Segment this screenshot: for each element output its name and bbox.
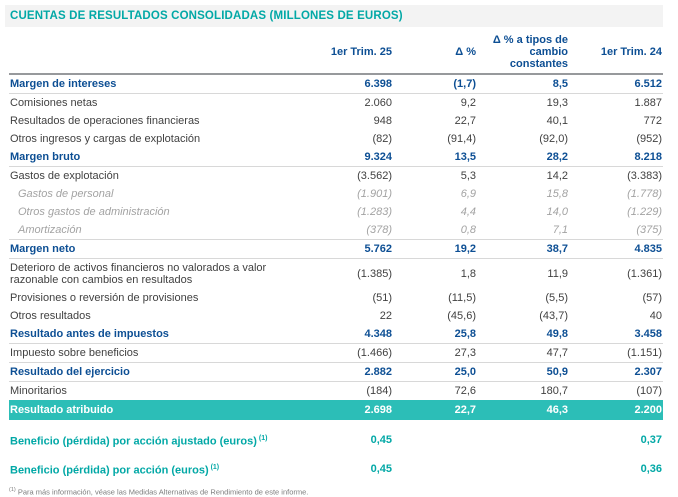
cell-value: (952) bbox=[636, 133, 662, 145]
cell-value: 0,45 bbox=[370, 462, 392, 475]
footnote-text: Para más información, véase las Medidas Alternativas de Rendimiento de este informe. bbox=[17, 487, 309, 497]
row-label: Resultado atribuido bbox=[9, 400, 305, 420]
cell-value: (1,7) bbox=[393, 74, 477, 94]
cell-value: (1.283) bbox=[357, 206, 392, 218]
cell-value: 40 bbox=[649, 310, 662, 322]
cell-value: 38,7 bbox=[477, 240, 569, 259]
cell-value bbox=[393, 420, 477, 455]
cell-value: (57) bbox=[642, 292, 662, 304]
cell-value: 0,37 bbox=[640, 434, 662, 447]
cell-value: 13,5 bbox=[393, 148, 477, 167]
cell-value: (1.901) bbox=[357, 188, 392, 200]
cell-value bbox=[477, 420, 569, 455]
table-row bbox=[9, 130, 663, 148]
cell-value: 180,7 bbox=[540, 385, 568, 397]
table-row bbox=[9, 363, 663, 382]
cell-value: 3.458 bbox=[569, 325, 663, 344]
cell-value: 2.200 bbox=[569, 400, 663, 420]
cell-value: 0,36 bbox=[640, 462, 662, 475]
cell-value: (3.383) bbox=[627, 170, 662, 182]
cell-value: (11,5) bbox=[448, 292, 476, 304]
cell-value: 47,7 bbox=[477, 344, 569, 363]
cell-value: 4.835 bbox=[569, 240, 663, 259]
cell-value: 50,9 bbox=[477, 363, 569, 382]
cell-value: 14,0 bbox=[546, 206, 568, 218]
row-label: Beneficio (pérdida) por acción ajustado (euros) $^{(1)}$ bbox=[10, 435, 268, 448]
cell-value: 1,8 bbox=[460, 268, 476, 280]
cell-value: 5.762 bbox=[305, 240, 393, 259]
table-row bbox=[9, 259, 663, 290]
cell-value: 7,1 bbox=[477, 221, 569, 240]
cell-value: 6.512 bbox=[569, 74, 663, 94]
cell-value: 72,6 bbox=[454, 385, 476, 397]
cell-value: 25,0 bbox=[393, 363, 477, 382]
cell-value: 19,2 bbox=[393, 240, 477, 259]
cell-value: 6,9 bbox=[460, 188, 476, 200]
page-title: CUENTAS DE RESULTADOS CONSOLIDADAS (MILLONES DE EUROS) bbox=[10, 10, 403, 22]
cell-value: 49,8 bbox=[477, 325, 569, 344]
cell-value: 2.882 bbox=[305, 363, 393, 382]
table-row bbox=[9, 382, 663, 401]
row-label: Margen bruto bbox=[9, 148, 305, 167]
cell-value: 772 bbox=[643, 115, 662, 127]
table-row bbox=[9, 307, 663, 325]
cell-value: (1.151) bbox=[569, 344, 663, 363]
column-header: 1er Trim. 24 bbox=[569, 31, 663, 74]
header-row bbox=[9, 31, 663, 74]
cell-value: 5,3 bbox=[460, 170, 476, 182]
table-row bbox=[9, 289, 663, 307]
cell-value: (51) bbox=[372, 292, 392, 304]
cell-value: (375) bbox=[569, 221, 663, 240]
table-row bbox=[9, 240, 663, 259]
cell-value: 22,7 bbox=[393, 400, 477, 420]
row-label: Gastos de personal bbox=[18, 188, 114, 200]
cell-value: (43,7) bbox=[539, 310, 568, 322]
cell-value: (1.361) bbox=[627, 268, 662, 280]
table-row bbox=[9, 94, 663, 113]
row-label: Margen de intereses bbox=[9, 74, 305, 94]
cell-value: (91,4) bbox=[447, 133, 476, 145]
table-row bbox=[9, 325, 663, 344]
cell-value: 25,8 bbox=[393, 325, 477, 344]
cell-value: 22 bbox=[379, 310, 392, 322]
table-row bbox=[9, 112, 663, 130]
footnote-marker: (1) bbox=[9, 487, 16, 494]
table-row bbox=[9, 148, 663, 167]
table-header bbox=[9, 31, 663, 74]
footnote bbox=[9, 486, 678, 497]
cell-value: 0,45 bbox=[370, 434, 392, 447]
cell-value: 27,3 bbox=[393, 344, 477, 363]
cell-value: 14,2 bbox=[546, 170, 568, 182]
cell-value: 22,7 bbox=[454, 115, 476, 127]
cell-value: 2.698 bbox=[305, 400, 393, 420]
row-label: Impuesto sobre beneficios bbox=[9, 344, 305, 363]
cell-value: (1.466) bbox=[305, 344, 393, 363]
label-column-header bbox=[9, 31, 305, 74]
cell-value: 2.060 bbox=[364, 97, 392, 109]
table-row bbox=[9, 167, 663, 186]
report-page bbox=[0, 5, 678, 497]
cell-value: (92,0) bbox=[539, 133, 568, 145]
row-label: Otros gastos de administración bbox=[18, 206, 170, 218]
cell-value: 2.307 bbox=[569, 363, 663, 382]
row-label: Otros ingresos y cargas de explotación bbox=[10, 133, 201, 145]
table-row bbox=[9, 344, 663, 363]
row-label: Deterioro de activos financieros no valorados a valor razonable con cambios en resultados bbox=[10, 262, 267, 286]
cell-value: 11,9 bbox=[547, 268, 568, 280]
table-row bbox=[9, 455, 663, 484]
table-row bbox=[9, 420, 663, 455]
cell-value: 4.348 bbox=[305, 325, 393, 344]
title-bar bbox=[5, 5, 663, 27]
cell-value: 8,5 bbox=[477, 74, 569, 94]
table-row bbox=[9, 185, 663, 203]
column-header: Δ % bbox=[393, 31, 477, 74]
cell-value: 0,8 bbox=[393, 221, 477, 240]
cell-value bbox=[477, 455, 569, 484]
cell-value: 948 bbox=[373, 115, 392, 127]
cell-value: (378) bbox=[305, 221, 393, 240]
table-body bbox=[9, 74, 663, 483]
cell-value: 46,3 bbox=[477, 400, 569, 420]
cell-value bbox=[393, 455, 477, 484]
row-label: Provisiones o reversión de provisiones bbox=[10, 292, 199, 304]
cell-value: (1.229) bbox=[627, 206, 662, 218]
cell-value: (5,5) bbox=[545, 292, 568, 304]
row-label: Margen neto bbox=[9, 240, 305, 259]
cell-value: (1.385) bbox=[357, 268, 392, 280]
cell-value: 9.324 bbox=[305, 148, 393, 167]
row-label: Minoritarios bbox=[10, 385, 67, 397]
table-row bbox=[9, 400, 663, 420]
row-label: Otros resultados bbox=[10, 310, 91, 322]
table-row bbox=[9, 203, 663, 221]
cell-value: (184) bbox=[366, 385, 392, 397]
row-label: Resultado del ejercicio bbox=[9, 363, 305, 382]
row-label: Amortización bbox=[9, 221, 305, 240]
cell-value: 40,1 bbox=[546, 115, 568, 127]
cell-value: 1.887 bbox=[634, 97, 662, 109]
cell-value: 4,4 bbox=[460, 206, 476, 218]
table-row bbox=[9, 74, 663, 94]
footnote-ref: (1) bbox=[208, 463, 220, 471]
cell-value: 6.398 bbox=[305, 74, 393, 94]
column-header: 1er Trim. 25 bbox=[305, 31, 393, 74]
footnote-ref: (1) bbox=[256, 435, 268, 442]
cell-value: (45,6) bbox=[447, 310, 476, 322]
table-row bbox=[9, 221, 663, 240]
cell-value: (1.778) bbox=[627, 188, 662, 200]
row-label: Gastos de explotación bbox=[10, 170, 119, 182]
row-label: Resultado antes de impuestos bbox=[9, 325, 305, 344]
cell-value: 28,2 bbox=[477, 148, 569, 167]
income-statement-table bbox=[9, 31, 663, 483]
row-label: Beneficio (pérdida) por acción (euros) $^{(1)}$ bbox=[10, 463, 220, 477]
row-label: Resultados de operaciones financieras bbox=[10, 115, 200, 127]
cell-value: 8.218 bbox=[569, 148, 663, 167]
row-label: Comisiones netas bbox=[10, 97, 98, 109]
cell-value: 15,8 bbox=[546, 188, 568, 200]
cell-value: 9,2 bbox=[460, 97, 476, 109]
column-header: Δ % a tipos de cambio constantes bbox=[477, 31, 569, 74]
cell-value: (107) bbox=[636, 385, 662, 397]
cell-value: 19,3 bbox=[546, 97, 568, 109]
cell-value: (3.562) bbox=[357, 170, 392, 182]
cell-value: (82) bbox=[372, 133, 392, 145]
